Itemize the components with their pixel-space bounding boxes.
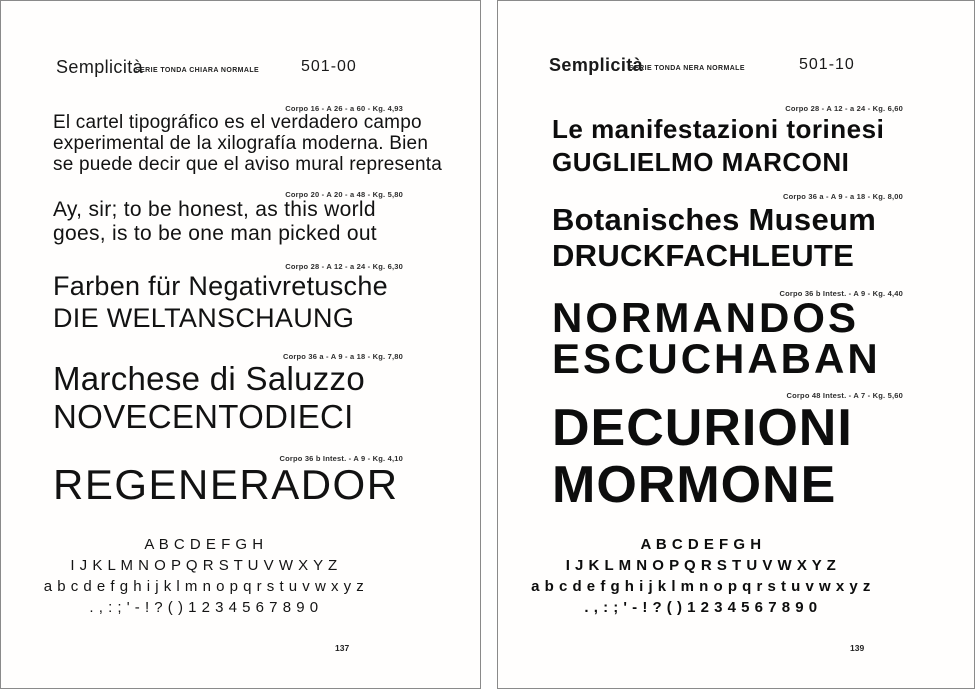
corpo-size-label: Corpo 20 - A 20 - a 48 - Kg. 5,80 [285, 190, 403, 199]
specimen-line: experimental de la xilografía moderna. Bien [53, 133, 429, 154]
alphabet-showing [1, 534, 407, 618]
specimen-line: REGENERADOR [53, 461, 399, 508]
alphabet-line: a b c d e f g h i j k l m n o p q r s t u v w x y z [531, 578, 871, 595]
corpo-size-label: Corpo 36 b Intest. - A 9 - Kg. 4,10 [279, 454, 403, 463]
alphabet-line: a b c d e f g h i j k l m n o p q r s t u v w x y z [43, 578, 365, 595]
typeface-title: Semplicità [549, 55, 644, 75]
alphabet-showing [498, 534, 904, 618]
left-page [0, 0, 481, 689]
corpo-size-label: Corpo 28 - A 12 - a 24 - Kg. 6,60 [785, 104, 903, 113]
specimen-block [53, 360, 470, 436]
specimen-block [552, 202, 964, 274]
specimen-line: Ay, sir; to be honest, as this world [53, 198, 376, 221]
specimen-line: MORMONE [552, 456, 837, 514]
alphabet-line: A B C D E F G H [144, 536, 264, 553]
typeface-title: Semplicità [56, 57, 144, 77]
specimen-line: NOVECENTODIECI [53, 398, 354, 435]
specimen-line: ESCUCHABAN [552, 335, 881, 382]
specimen-line: El cartel tipográfico es el verdadero campo [53, 112, 422, 133]
series-code: 501-00 [301, 58, 357, 75]
specimen-line: DRUCKFACHLEUTE [552, 238, 855, 273]
page-number: 137 [335, 643, 350, 653]
specimen-block [53, 198, 470, 246]
corpo-size-label: Corpo 36 a - A 9 - a 18 - Kg. 7,80 [282, 352, 403, 361]
specimen-line: NORMANDOS [552, 294, 859, 341]
alphabet-line: I J K L M N O P Q R S T U V W X Y Z [565, 557, 837, 574]
series-subtitle: SERIE TONDA CHIARA NORMALE [135, 67, 260, 74]
specimen-line: Marchese di Saluzzo [53, 360, 366, 397]
specimen-block [53, 112, 470, 175]
alphabet-line: . , : ; ' - ! ? ( ) 1 2 3 4 5 6 7 8 9 0 [89, 599, 319, 616]
specimen-line: goes, is to be one man picked out [53, 222, 377, 245]
specimen-block [53, 462, 470, 508]
corpo-size-label: Corpo 16 - A 26 - a 60 - Kg. 4,93 [285, 104, 403, 113]
alphabet-line: I J K L M N O P Q R S T U V W X Y Z [70, 557, 338, 574]
alphabet-line: A B C D E F G H [640, 536, 762, 553]
specimen-block [552, 294, 964, 382]
specimen-line: DECURIONI [552, 399, 853, 457]
corpo-size-label: Corpo 48 Intest. - A 7 - Kg. 5,60 [786, 391, 903, 400]
corpo-size-label: Corpo 36 b Intest. - A 9 - Kg. 4,40 [779, 289, 903, 298]
specimen-line: Botanisches Museum [552, 202, 877, 237]
right-page [497, 0, 975, 689]
corpo-size-label: Corpo 28 - A 12 - a 24 - Kg. 6,30 [285, 262, 403, 271]
specimen-block [53, 270, 470, 334]
series-code: 501-10 [799, 56, 855, 73]
page-number: 139 [850, 643, 865, 653]
specimen-line: se puede decir que el aviso mural representa [53, 154, 443, 175]
alphabet-line: . , : ; ' - ! ? ( ) 1 2 3 4 5 6 7 8 9 0 [584, 599, 818, 616]
specimen-block [552, 400, 964, 514]
series-subtitle: SERIE TONDA NERA NORMALE [629, 65, 745, 72]
specimen-line: Farben für Negativretusche [53, 271, 388, 301]
specimen-line: GUGLIELMO MARCONI [552, 147, 850, 177]
specimen-line: Le manifestazioni torinesi [552, 114, 885, 144]
specimen-block [552, 113, 964, 179]
corpo-size-label: Corpo 36 a - A 9 - a 18 - Kg. 8,00 [782, 192, 903, 201]
specimen-line: DIE WELTANSCHAUNG [53, 303, 355, 333]
